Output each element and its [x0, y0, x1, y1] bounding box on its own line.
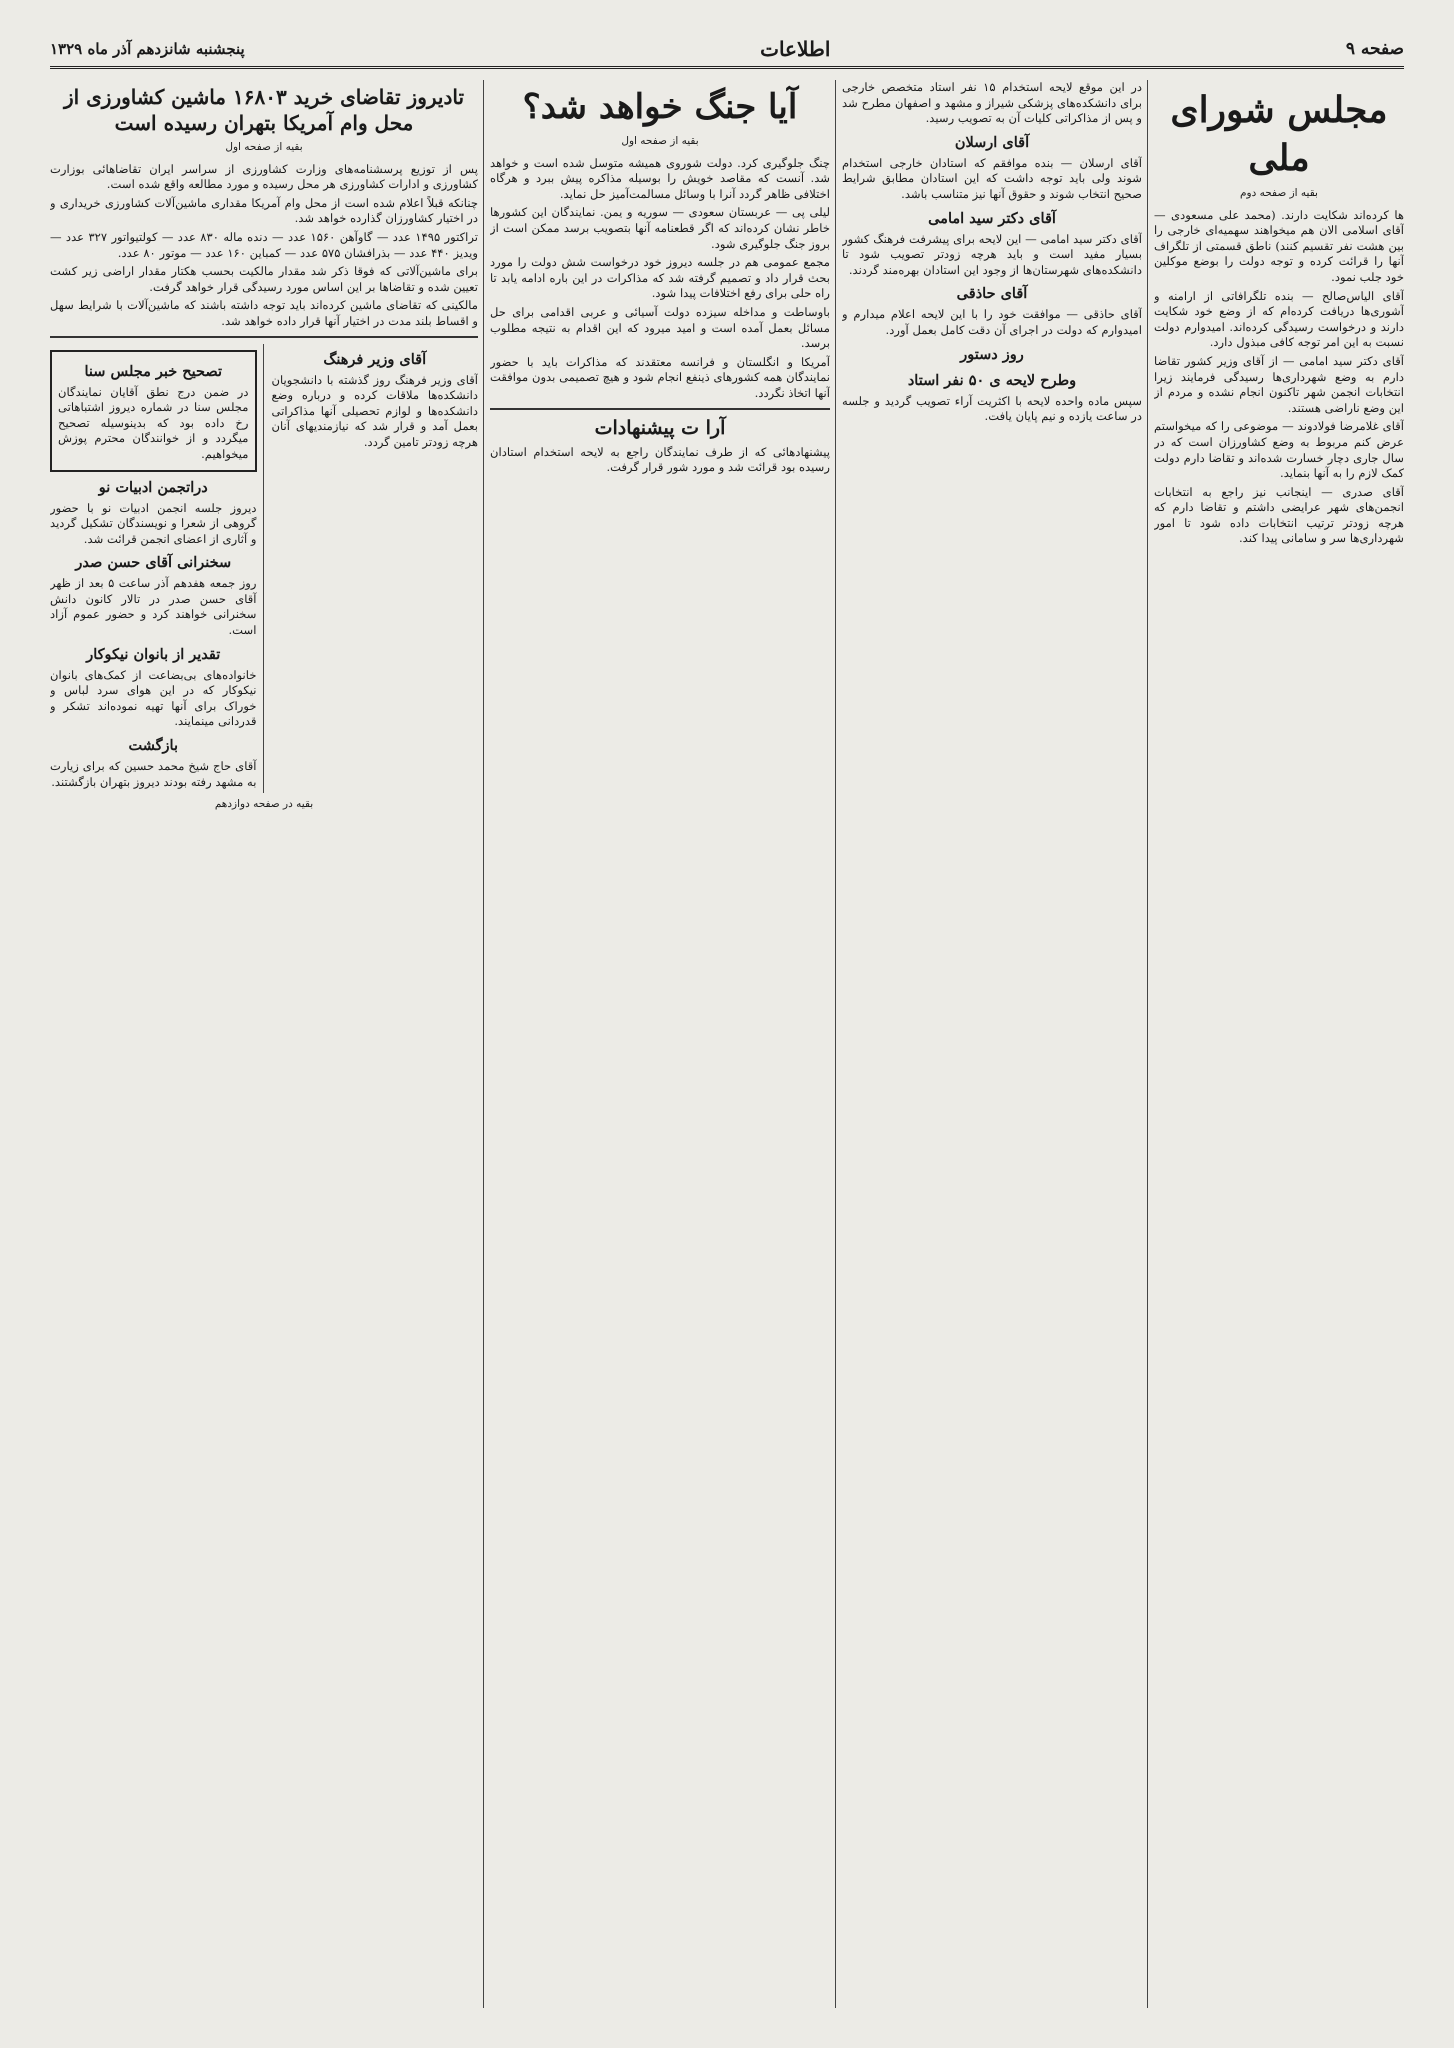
proposals-headline: آرا ت پیشنهادات: [594, 416, 726, 439]
tractors-paragraph: برای ماشین‌آلاتی که فوقا ذکر شد مقدار مالکیت بحسب هکتار مقدار اراضی زیر کشت تعیین شده و تقاضاها بر این اساس مورد رسیدگی قرار خواهد گرفت.: [50, 264, 478, 294]
correction-text: در ضمن درج نطق آقایان نمایندگان مجلس سنا در شماره دیروز اشتباهاتی رخ داده بود که بدینوسیله تصحیح میگردد و از خوانندگان محترم پوزش میخواهیم.: [58, 384, 249, 461]
minister-headline: آقای وزیر فرهنگ: [323, 350, 427, 368]
majlis-paragraph: آقای غلامرضا فولادوند — موضوعی را که میخواستم عرض کنم مربوط به وضع کشاورزان است که در سال جاری دچار خسارت شده‌اند و تقاضا دارم دولت کمک لازم را به آنها بنماید.: [1154, 419, 1404, 481]
literature-text: دیروز جلسه انجمن ادبیات نو با حضور گروهی از شعرا و نویسندگان تشکیل گردید و آثاری از اعضای انجمن قرائت شد.: [50, 500, 257, 546]
war-paragraph: مجمع عمومی هم در جلسه دیروز خود درخواست شش دولت را مورد بحث قرار داد و تصمیم گرفته شد که مذاکرات در این باره ادامه یابد تا راه حلی برای رفع اختلافات پیدا شود.: [490, 255, 830, 301]
majlis-column: [1154, 80, 1404, 2008]
majlis-paragraph: آقای الیاس‌صالح — بنده تلگرافاتی از ارامنه و آشوری‌ها دریافت کرده‌ام که از وضع خود شکایت دارند و درخواست رسیدگی کرده‌اند. امیدوارم دولت نسبت به این امر توجه کافی مبذول دارد.: [1154, 288, 1404, 350]
tractors-paragraph: پس از توزیع پرسشنامه‌های وزارت کشاورزی از سراسر ایران تقاضاهائی بوزارت کشاورزی و ادارات کشاورزی هر محل رسیده و مورد مطالعه واقع شده است.: [50, 161, 478, 192]
brief-column-left: [50, 344, 264, 794]
brief-column-right: [272, 344, 479, 794]
war-paragraph: لیلی پی — عربستان سعودی — سوریه و یمن. نمایندگان این کشورها خاطر نشان کرده‌اند که اگر قطعنامه آنها بتصویب برسد ممکن است از بروز جنگ جلوگیری شود.: [490, 205, 830, 251]
literature-headline: دراتجمن ادبیات نو: [98, 478, 208, 496]
war-paragraph: آمریکا و انگلستان و فرانسه معتقدند که مذاکرات باید با حضور نمایندگان همه کشورهای ذینفع انجام شود و هیچ تصمیمی بدون موافقت آنها اتخاذ نگردد.: [490, 354, 830, 400]
middle-paragraph: در این موقع لایحه استخدام ۱۵ نفر استاد متخصص خارجی برای دانشکده‌های پزشکی شیراز و مشهد و اصفهان مطرح شد و پس از مذاکراتی کلیات آن به تصویب رسید.: [842, 80, 1142, 126]
tractors-paragraph: مالکینی که تقاضای ماشین کرده‌اند باید توجه داشته باشند که ماشین‌آلات با شرایط سهل و اقساط بلند مدت در اختیار آنها قرار داده خواهد شد.: [50, 298, 478, 328]
speech-text: روز جمعه هفدهم آذر ساعت ۵ بعد از ظهر آقای حسن صدر در تالار کانون دانش سخنرانی خواهند کرد و حضور عموم آزاد است.: [50, 576, 257, 638]
correction-headline: تصحیح خبر مجلس سنا: [84, 362, 223, 380]
divider: [490, 408, 830, 410]
tractors-headline: تادیروز تقاضای خرید ۱۶۸۰۳ ماشین کشاورزی از محل وام آمریکا بتهران رسیده است: [63, 85, 465, 135]
proposals-text: پیشنهادهائی که از طرف نمایندگان راجع به لایحه استخدام استادان رسیده بود قرائت شد و مورد شور قرار گرفت.: [490, 444, 830, 475]
tractors-column: [50, 80, 478, 2008]
middle-column: [842, 80, 1142, 2008]
thanks-headline: تقدیر از بانوان نیکوکار: [86, 645, 221, 663]
tractors-paragraph: تراکتور ۱۴۹۵ عدد — گاوآهن ۱۵۶۰ عدد — دنده ماله ۸۳۰ عدد — کولتیواتور ۳۲۷ عدد — ویدیز ۴۴۰ عدد — بذرافشان ۵۷۵ عدد — کمباین ۱۶۰ عدد — موتور ۸۰ عدد.: [50, 229, 478, 260]
speaker-heading: آقای ارسلان: [954, 133, 1030, 151]
tractors-continued: بقیه از صفحه اول: [225, 141, 303, 153]
return-headline: بازگشت: [128, 737, 179, 755]
agenda-subheading: وطرح لایحه ی ۵۰ نفر استاد: [907, 371, 1077, 389]
middle-paragraph: آقای دکتر سید امامی — این لایحه برای پیشرفت فرهنگ کشور بسیار مفید است و باید هرچه زودتر تصویب شود تا دانشکده‌های شهرستان‌ها از وجود این استادان بهره‌مند گردند.: [842, 231, 1142, 277]
speech-headline: سخنرانی آقای حسن صدر: [75, 554, 232, 572]
war-headline: آیا جنگ خواهد شد؟: [522, 87, 798, 127]
middle-paragraph: آقای ارسلان — بنده موافقم که استادان خارجی استخدام شوند ولی باید توجه داشت که این استادان مطابق شرایط صحیح انتخاب شوند و حقوق آنها نیز متناسب باشد.: [842, 155, 1142, 201]
newspaper-name: اطلاعات: [760, 37, 831, 61]
majlis-paragraph: ها کرده‌اند شکایت دارند. (محمد علی مسعودی — آقای اسلامی الان هم میخواهند سهمیه‌ای خارجی را بین هشت نفر تقسیم کنند) ناطق قسمتی از تلگراف آنها را قرائت کرده و توجه دولت را بوضع موکلین خود جلب نمود.: [1154, 207, 1404, 284]
correction-box: [50, 350, 257, 472]
speaker-heading: آقای حاذقی: [956, 285, 1028, 303]
majlis-paragraph: آقای دکتر سید امامی — از آقای وزیر کشور تقاضا دارم به وضع شهرداری‌ها رسیدگی فرمایند زیرا انتخابات انجمن شهر تاکنون انجام نشده و مردم از این وضع ناراضی هستند.: [1154, 353, 1404, 415]
majlis-paragraph: آقای صدری — اینجانب نیز راجع به انتخابات انجمن‌های شهر عرایضی داشتم و تقاضا دارم که هرچه زودتر ترتیب انتخابات داده شود تا امور شهرداری‌ها سر و سامانی پیدا کند.: [1154, 484, 1404, 546]
speaker-heading: آقای دکتر سید امامی: [928, 209, 1056, 227]
majlis-headline: مجلس شورای ملی: [1170, 89, 1388, 179]
war-paragraph: چنگ جلوگیری کرد. دولت شوروی همیشه متوسل شده است و خواهد شد. آنست که مقاصد خویش را بوسیله مذاکره پیش ببرد و هرگاه اختلافی ظاهر گردد آنرا با وسائل مسالمت‌آمیز حل نماید.: [490, 155, 830, 201]
agenda-heading: روز دستور: [960, 345, 1024, 363]
masthead: [50, 32, 1404, 69]
return-text: آقای حاج شیخ محمد حسین که برای زیارت به مشهد رفته بودند دیروز بتهران بازگشتند.: [50, 759, 257, 789]
column-rule: [1147, 80, 1148, 2008]
column-rule: [483, 80, 484, 2008]
thanks-text: خانواده‌های بی‌بضاعت از کمک‌های بانوان نیکوکار که در این هوای سرد لباس و خوراک برای آنها تهیه نموده‌اند تشکر و قدردانی مینمایند.: [50, 667, 257, 729]
middle-paragraph: آقای حاذقی — موافقت خود را با این لایحه اعلام میدارم و امیدوارم که دولت در اجرای آن دقت کامل بعمل آورد.: [842, 307, 1142, 337]
page-number: صفحه ۹: [1345, 39, 1404, 59]
war-continued: بقیه از صفحه اول: [621, 135, 699, 147]
tractors-paragraph: چنانکه قبلاً اعلام شده است از محل وام آمریکا مقداری ماشین‌آلات کشاورزی خریداری و در اختیار کشاورزان گذارده خواهد شد.: [50, 195, 478, 226]
divider: [50, 336, 478, 338]
war-paragraph: باوساطت و مداخله سیزده دولت آسیائی و عربی اقدامی برای حل مسائل بعمل آمده است و امید میرود که این اقدام به نتیجه مطلوب برسد.: [490, 304, 830, 351]
majlis-continued: بقیه از صفحه دوم: [1240, 187, 1318, 199]
war-column: [490, 80, 830, 2008]
minister-text: آقای وزیر فرهنگ روز گذشته با دانشجویان دانشکده‌ها ملاقات کرده و درباره وضع دانشکده‌ها و لوازم تحصیلی آنها مذاکراتی بعمل آمد و قرار شد که نیازمندیهای آنان هرچه زودتر تامین گردد.: [271, 372, 478, 449]
issue-date: پنجشنبه شانزدهم آذر ماه ۱۳۲۹: [50, 40, 245, 58]
middle-paragraph: سپس ماده واحده لایحه با اکثریت آراء تصویب گردید و جلسه در ساعت یازده و نیم پایان یافت.: [842, 393, 1142, 424]
continued-footer: بقیه در صفحه دوازدهم: [214, 798, 314, 811]
column-rule: [835, 80, 836, 2008]
